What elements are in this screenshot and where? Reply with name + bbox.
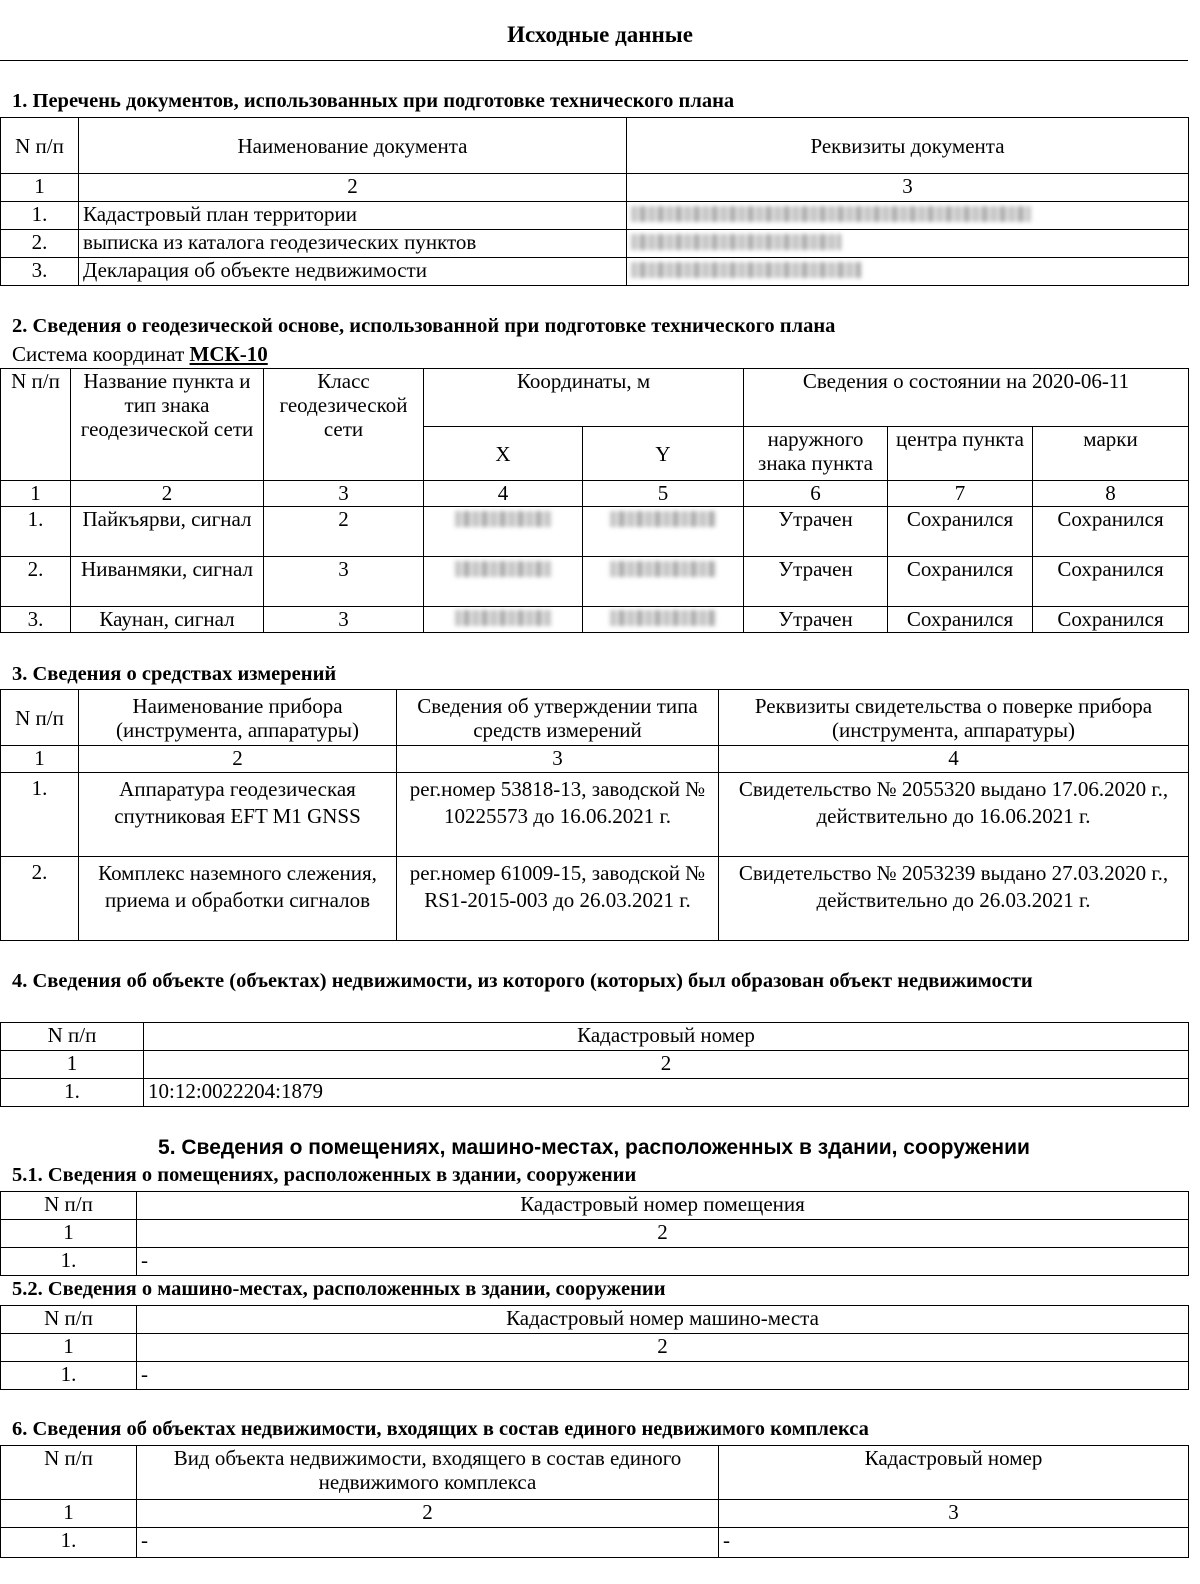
instruments-table	[0, 689, 1189, 941]
redacted-y	[610, 610, 716, 626]
redacted-y	[610, 511, 716, 527]
point-class: 2	[264, 507, 424, 557]
table-row	[1, 607, 1189, 633]
document-title: Исходные данные	[507, 22, 693, 47]
col-header-device: Наименование прибора (инструмента, аппаратуры)	[79, 690, 397, 746]
document-name: Декларация об объекте недвижимости	[79, 258, 627, 286]
documents-table	[0, 117, 1189, 286]
col-header-point-name: Название пункта и тип знака геодезической сети	[71, 369, 264, 481]
point-class: 3	[264, 607, 424, 633]
parking-table	[0, 1305, 1189, 1390]
table-row	[1, 202, 1189, 230]
col-number: 2	[79, 174, 627, 202]
col-header-cadastral-number: Кадастровый номер	[719, 1446, 1189, 1500]
col-number: 3	[719, 1500, 1189, 1528]
row-number: 1.	[1, 1248, 137, 1276]
outer-sign-state: Утрачен	[744, 507, 888, 557]
point-name: Пайкъярви, сигнал	[71, 507, 264, 557]
col-header-state: Сведения о состоянии на 2020-06-11	[744, 369, 1189, 427]
title-divider	[0, 60, 1188, 61]
col-number: 1	[1, 481, 71, 507]
col-number: 7	[888, 481, 1033, 507]
table-row	[1, 258, 1189, 286]
col-number: 3	[627, 174, 1189, 202]
col-number: 1	[1, 1334, 137, 1362]
redacted-x	[455, 610, 551, 626]
col-number: 2	[71, 481, 264, 507]
cadastral-number: 10:12:0022204:1879	[144, 1079, 1189, 1107]
col-header-n: N п/п	[1, 1306, 137, 1334]
parking-number: -	[137, 1362, 1189, 1390]
row-number: 1.	[1, 773, 79, 857]
outer-sign-state: Утрачен	[744, 557, 888, 607]
col-number: 3	[397, 746, 719, 773]
section-6-heading: 6. Сведения об объектах недвижимости, входящих в состав единого недвижимого комплекса	[12, 1418, 869, 1440]
col-header-n: N п/п	[1, 1446, 137, 1500]
table-row	[1, 507, 1189, 557]
geodetic-base-table	[0, 368, 1189, 633]
col-number: 2	[137, 1220, 1189, 1248]
col-header-n: N п/п	[1, 690, 79, 746]
col-header-cadastral-number: Кадастровый номер	[144, 1023, 1189, 1051]
col-header-outer-sign: наружного знака пункта	[744, 427, 888, 481]
mark-state: Сохранился	[1033, 607, 1189, 633]
col-number: 6	[744, 481, 888, 507]
col-header-n: N п/п	[1, 118, 79, 174]
row-number: 3.	[1, 258, 79, 286]
row-number: 1.	[1, 202, 79, 230]
col-number: 8	[1033, 481, 1189, 507]
col-number: 4	[424, 481, 583, 507]
source-objects-table	[0, 1022, 1189, 1107]
col-header-n: N п/п	[1, 369, 71, 481]
col-number: 3	[264, 481, 424, 507]
row-number: 3.	[1, 607, 71, 633]
col-header-n: N п/п	[1, 1023, 144, 1051]
table-row	[1, 230, 1189, 258]
table-row	[1, 773, 1189, 857]
mark-state: Сохранился	[1033, 507, 1189, 557]
verification-certificate: Свидетельство № 2055320 выдано 17.06.2020 г., действительно до 16.06.2021 г.	[719, 773, 1189, 857]
row-number: 2.	[1, 557, 71, 607]
col-number: 5	[583, 481, 744, 507]
col-number: 1	[1, 1220, 137, 1248]
section-5-1-heading: 5.1. Сведения о помещениях, расположенных в здании, сооружении	[12, 1164, 637, 1186]
col-header-object-kind: Вид объекта недвижимости, входящего в состав единого недвижимого комплекса	[137, 1446, 719, 1500]
col-header-center: центра пункта	[888, 427, 1033, 481]
coordinate-system-value: МСК-10	[189, 342, 268, 366]
center-state: Сохранился	[888, 557, 1033, 607]
redacted-x	[455, 561, 551, 577]
col-number: 1	[1, 746, 79, 773]
table-row	[1, 1528, 1189, 1558]
table-row	[1, 557, 1189, 607]
col-number: 1	[1, 1500, 137, 1528]
section-4-heading: 4. Сведения об объекте (объектах) недвижимости, из которого (которых) был образован объект недвижимости	[12, 970, 1033, 992]
object-kind: -	[137, 1528, 719, 1558]
col-number: 1	[1, 174, 79, 202]
center-state: Сохранился	[888, 507, 1033, 557]
section-1-heading: 1. Перечень документов, использованных при подготовке технического плана	[12, 90, 735, 112]
row-number: 1.	[1, 507, 71, 557]
section-5-2-heading: 5.2. Сведения о машино-местах, расположенных в здании, сооружении	[12, 1278, 666, 1300]
redacted-details	[631, 206, 1031, 222]
col-header-y: Y	[583, 427, 744, 481]
coordinate-system	[12, 342, 268, 367]
col-number: 2	[79, 746, 397, 773]
point-name: Ниванмяки, сигнал	[71, 557, 264, 607]
row-number: 1.	[1, 1079, 144, 1107]
device-name: Комплекс наземного слежения, приема и обработки сигналов	[79, 857, 397, 941]
col-number: 1	[1, 1051, 144, 1079]
redacted-details	[631, 262, 861, 278]
redacted-x	[455, 511, 551, 527]
point-class: 3	[264, 557, 424, 607]
col-header-type-approval: Сведения об утверждении типа средств измерений	[397, 690, 719, 746]
type-approval: рег.номер 61009-15, заводской № RS1-2015-003 до 26.03.2021 г.	[397, 857, 719, 941]
type-approval: рег.номер 53818-13, заводской № 10225573 до 16.06.2021 г.	[397, 773, 719, 857]
col-header-class: Класс геодезической сети	[264, 369, 424, 481]
table-row	[1, 1248, 1189, 1276]
complex-objects-table	[0, 1445, 1189, 1558]
section-2-heading: 2. Сведения о геодезической основе, использованной при подготовке технического плана	[12, 315, 836, 337]
mark-state: Сохранился	[1033, 557, 1189, 607]
col-header-mark: марки	[1033, 427, 1189, 481]
redacted-details	[631, 234, 841, 250]
cadastral-number: -	[719, 1528, 1189, 1558]
device-name: Аппаратура геодезическая спутниковая EFT M1 GNSS	[79, 773, 397, 857]
verification-certificate: Свидетельство № 2053239 выдано 27.03.2020 г., действительно до 26.03.2021 г.	[719, 857, 1189, 941]
point-name: Каунан, сигнал	[71, 607, 264, 633]
outer-sign-state: Утрачен	[744, 607, 888, 633]
col-header-parking-number: Кадастровый номер машино-места	[137, 1306, 1189, 1334]
premises-number: -	[137, 1248, 1189, 1276]
coordinate-system-label: Система координат	[12, 342, 185, 366]
row-number: 2.	[1, 230, 79, 258]
row-number: 1.	[1, 1362, 137, 1390]
col-header-verification: Реквизиты свидетельства о поверке прибора (инструмента, аппаратуры)	[719, 690, 1189, 746]
col-header-premises-number: Кадастровый номер помещения	[137, 1192, 1189, 1220]
section-5-heading: 5. Сведения о помещениях, машино-местах, расположенных в здании, сооружении	[158, 1136, 1030, 1159]
col-header-doc-details: Реквизиты документа	[627, 118, 1189, 174]
redacted-y	[610, 561, 716, 577]
table-row	[1, 1362, 1189, 1390]
col-header-coordinates: Координаты, м	[424, 369, 744, 427]
row-number: 2.	[1, 857, 79, 941]
col-header-n: N п/п	[1, 1192, 137, 1220]
col-number: 2	[137, 1500, 719, 1528]
section-3-heading: 3. Сведения о средствах измерений	[12, 663, 337, 685]
col-header-doc-name: Наименование документа	[79, 118, 627, 174]
col-number: 2	[137, 1334, 1189, 1362]
row-number: 1.	[1, 1528, 137, 1558]
col-header-x: X	[424, 427, 583, 481]
center-state: Сохранился	[888, 607, 1033, 633]
col-number: 2	[144, 1051, 1189, 1079]
document-name: выписка из каталога геодезических пунктов	[79, 230, 627, 258]
col-number: 4	[719, 746, 1189, 773]
table-row	[1, 1079, 1189, 1107]
table-row	[1, 857, 1189, 941]
premises-table	[0, 1191, 1189, 1276]
document-name: Кадастровый план территории	[79, 202, 627, 230]
